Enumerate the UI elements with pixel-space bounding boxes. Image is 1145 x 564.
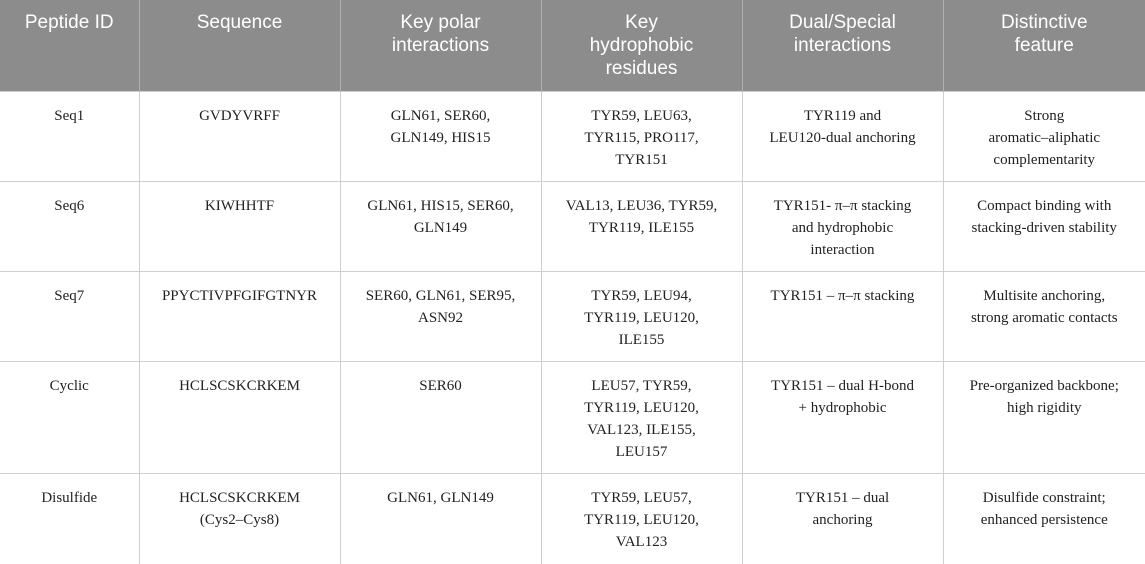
- cell-sequence: GVDYVRFF: [139, 92, 340, 182]
- cell-sequence: PPYCTIVPFGIFGTNYR: [139, 272, 340, 362]
- cell-hydrophobic: TYR59, LEU57, TYR119, LEU120, VAL123: [541, 474, 742, 564]
- cell-polar: SER60, GLN61, SER95, ASN92: [340, 272, 541, 362]
- cell-dual: TYR151 – π–π stacking: [742, 272, 943, 362]
- cell-peptide-id: Cyclic: [0, 362, 139, 474]
- table-row: [0, 182, 1145, 272]
- cell-hydrophobic: TYR59, LEU94, TYR119, LEU120, ILE155: [541, 272, 742, 362]
- cell-sequence: HCLSCSKCRKEM: [139, 362, 340, 474]
- cell-hydrophobic: VAL13, LEU36, TYR59, TYR119, ILE155: [541, 182, 742, 272]
- table-row: [0, 362, 1145, 474]
- cell-polar: GLN61, HIS15, SER60, GLN149: [340, 182, 541, 272]
- cell-polar: SER60: [340, 362, 541, 474]
- cell-sequence: KIWHHTF: [139, 182, 340, 272]
- cell-sequence: HCLSCSKCRKEM (Cys2–Cys8): [139, 474, 340, 564]
- header-dual-special-interactions: Dual/Special interactions: [742, 0, 943, 92]
- cell-polar: GLN61, SER60, GLN149, HIS15: [340, 92, 541, 182]
- header-distinctive-feature: Distinctive feature: [943, 0, 1145, 92]
- cell-dual: TYR151 – dual anchoring: [742, 474, 943, 564]
- cell-hydrophobic: LEU57, TYR59, TYR119, LEU120, VAL123, ILE155, LEU157: [541, 362, 742, 474]
- cell-hydrophobic: TYR59, LEU63, TYR115, PRO117, TYR151: [541, 92, 742, 182]
- cell-peptide-id: Seq7: [0, 272, 139, 362]
- cell-feature: Strong aromatic–aliphatic complementarity: [943, 92, 1145, 182]
- cell-feature: Disulfide constraint; enhanced persistence: [943, 474, 1145, 564]
- header-key-polar-interactions: Key polar interactions: [340, 0, 541, 92]
- cell-dual: TYR151- π–π stacking and hydrophobic interaction: [742, 182, 943, 272]
- cell-feature: Pre-organized backbone; high rigidity: [943, 362, 1145, 474]
- table-row: [0, 92, 1145, 182]
- cell-dual: TYR151 – dual H-bond + hydrophobic: [742, 362, 943, 474]
- cell-feature: Compact binding with stacking-driven stability: [943, 182, 1145, 272]
- header-row: [0, 0, 1145, 92]
- cell-peptide-id: Disulfide: [0, 474, 139, 564]
- cell-feature: Multisite anchoring, strong aromatic contacts: [943, 272, 1145, 362]
- cell-polar: GLN61, GLN149: [340, 474, 541, 564]
- table-row: [0, 474, 1145, 564]
- header-sequence: Sequence: [139, 0, 340, 92]
- header-peptide-id: Peptide ID: [0, 0, 139, 92]
- cell-peptide-id: Seq6: [0, 182, 139, 272]
- cell-peptide-id: Seq1: [0, 92, 139, 182]
- table-row: [0, 272, 1145, 362]
- header-key-hydrophobic-residues: Key hydrophobic residues: [541, 0, 742, 92]
- cell-dual: TYR119 and LEU120-dual anchoring: [742, 92, 943, 182]
